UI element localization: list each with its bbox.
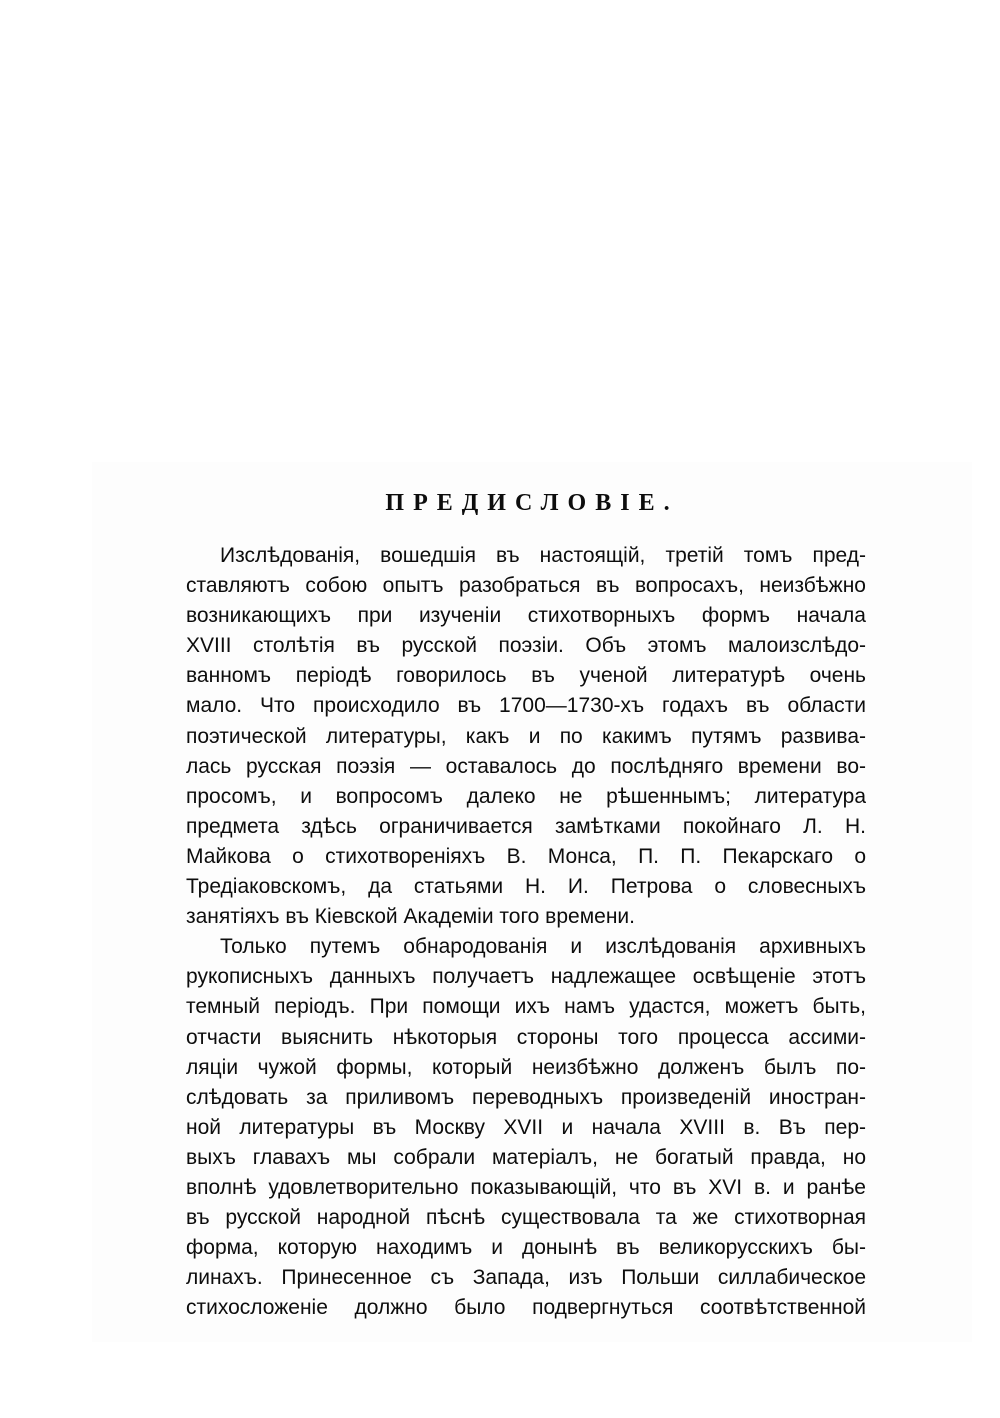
text-line: лась русская поэзія — оставалось до послѣдняго времени во- <box>186 754 866 778</box>
page-title: ПРЕДИСЛОВIЕ. <box>385 490 679 516</box>
text-line: слѣдовать за приливомъ переводныхъ произведеній иностран- <box>186 1085 866 1109</box>
text-line: предмета здѣсь ограничивается замѣтками покойнаго Л. Н. <box>186 814 866 838</box>
text-line: ставляютъ собою опытъ разобраться въ вопросахъ, неизбѣжно <box>186 574 866 598</box>
text-line: Только путемъ обнародованія и изслѣдованія архивныхъ <box>220 935 866 959</box>
text-line: поэтической литературы, какъ и по какимъ путямъ развива- <box>186 724 866 748</box>
text-line: возникающихъ при изученіи стихотворныхъ формъ начала <box>186 604 866 628</box>
text-line: Изслѣдованія, вошедшія въ настоящій, третій томъ пред- <box>220 544 866 567</box>
body-text <box>186 541 866 1323</box>
text-line: мало. Что происходило въ 1700—1730-хъ годахъ въ области <box>186 694 866 718</box>
text-line: вполнѣ удовлетворительно показывающій, что въ XVI в. и ранѣе <box>186 1175 866 1199</box>
text-line: ванномъ періодѣ говорилось въ ученой литературѣ очень <box>186 664 866 688</box>
text-line: отчасти выяснить нѣкоторыя стороны того процесса ассими- <box>186 1025 866 1049</box>
text-line: ной литературы въ Москву XVII и начала XVIII в. Въ пер- <box>186 1115 866 1139</box>
text-line: стихосложеніе должно было подвергнуться соотвѣтственной <box>186 1296 866 1320</box>
text-line: занятіяхъ въ Кіевской Академіи того времени. <box>186 905 635 929</box>
text-line: темный періодъ. При помощи ихъ намъ удастся, можетъ быть, <box>186 995 866 1019</box>
text-line: Майкова о стихотвореніяхъ В. Монса, П. П. Пекарскаго о <box>186 844 866 868</box>
text-line: форма, которую находимъ и донынѣ въ великорусскихъ бы- <box>186 1236 866 1260</box>
text-line: выхъ главахъ мы собрали матеріалъ, не богатый правда, но <box>186 1145 866 1169</box>
text-line: ляціи чужой формы, который неизбѣжно долженъ былъ по- <box>186 1055 866 1079</box>
paragraph-2 <box>186 932 866 1323</box>
text-line: линахъ. Принесенное съ Запада, изъ Польши силлабическое <box>186 1266 866 1290</box>
text-line: въ русской народной пѣснѣ существовала та же стихотворная <box>186 1206 866 1230</box>
paragraph-1 <box>186 541 866 932</box>
text-line: Тредіаковскомъ, да статьями Н. И. Петрова о словесныхъ <box>186 875 866 899</box>
text-line: просомъ, и вопросомъ далеко не рѣшеннымъ; литература <box>186 784 866 808</box>
text-line: рукописныхъ данныхъ получаетъ надлежащее освѣщеніе этотъ <box>186 965 866 989</box>
text-line: XVIII столѣтія въ русской поэзіи. Объ этомъ малоизслѣдо- <box>186 634 866 658</box>
